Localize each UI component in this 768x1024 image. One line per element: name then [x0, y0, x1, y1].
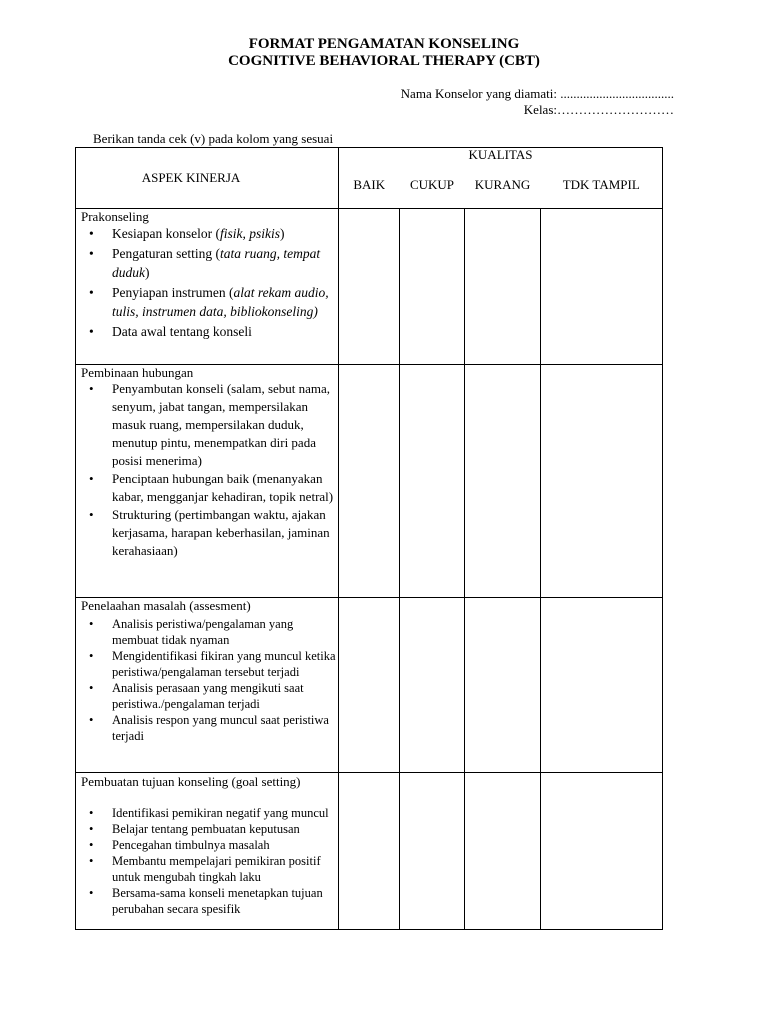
list-item: • Mengidentifikasi fikiran yang muncul ketika peristiwa/pengalaman tersebut terjadi [112, 648, 338, 680]
document-title-line1: FORMAT PENGAMATAN KONSELING [248, 36, 520, 52]
quality-col-cukup: CUKUP [400, 175, 465, 209]
list-item: • Identifikasi pemikiran negatif yang muncul [112, 805, 338, 821]
list-item: • Penyambutan konseli (salam, sebut nama, senyum, jabat tangan, mempersilakan masuk ruang, mempersilakan duduk, menutup pintu, menempatkan diri pada posisi menerima) [112, 380, 338, 470]
section-penelaahan-masalah [76, 598, 339, 773]
table-row [76, 365, 663, 598]
list-item: • Strukturing (pertimbangan waktu, ajakan kerjasama, harapan keberhasilan, jaminan kerahasiaan) [112, 506, 338, 560]
list-item: • Pencegahan timbulnya masalah [112, 837, 338, 853]
check-cell-kurang[interactable] [465, 365, 541, 598]
list-item: • Analisis perasaan yang mengikuti saat peristiwa./pengalaman terjadi [112, 680, 338, 712]
check-cell-cukup[interactable] [400, 773, 465, 930]
check-cell-baik[interactable] [339, 209, 400, 365]
list-item: • Analisis peristiwa/pengalaman yang membuat tidak nyaman [112, 616, 338, 648]
section-prakonseling [76, 209, 339, 365]
check-cell-kurang[interactable] [465, 598, 541, 773]
quality-header: KUALITAS [339, 148, 663, 176]
section-title: Penelaahan masalah (assesment) [81, 598, 251, 613]
counselor-name-field: Nama Konselor yang diamati: ................................... [400, 86, 674, 101]
section-title: Pembuatan tujuan konseling (goal setting) [81, 774, 301, 789]
table-row [76, 773, 663, 930]
instruction-text: Berikan tanda cek (v) pada kolom yang sesuai [93, 131, 334, 146]
list-item: • Penyiapan instrumen (alat rekam audio, tulis, instrumen data, bibliokonseling) [112, 283, 338, 321]
item-list [76, 380, 338, 560]
check-cell-kurang[interactable] [465, 209, 541, 365]
check-cell-tdk-tampil[interactable] [541, 773, 663, 930]
check-cell-tdk-tampil[interactable] [541, 365, 663, 598]
section-pembinaan-hubungan [76, 365, 339, 598]
item-list [76, 616, 338, 744]
check-cell-tdk-tampil[interactable] [541, 209, 663, 365]
quality-col-tdk-tampil: TDK TAMPIL [541, 175, 663, 209]
class-field: Kelas:……………………… [523, 102, 674, 117]
check-cell-baik[interactable] [339, 598, 400, 773]
document-title-line2: COGNITIVE BEHAVIORAL THERAPY (CBT) [228, 53, 540, 69]
table-row [76, 209, 663, 365]
list-item: • Belajar tentang pembuatan keputusan [112, 821, 338, 837]
check-cell-cukup[interactable] [400, 209, 465, 365]
list-item: • Bersama-sama konseli menetapkan tujuan perubahan secara spesifik [112, 885, 338, 917]
aspect-header: ASPEK KINERJA [76, 148, 339, 209]
section-title: Prakonseling [81, 209, 149, 224]
check-cell-cukup[interactable] [400, 598, 465, 773]
check-cell-tdk-tampil[interactable] [541, 598, 663, 773]
item-list [76, 224, 338, 341]
list-item: • Penciptaan hubungan baik (menanyakan kabar, mengganjar kehadiran, topik netral) [112, 470, 338, 506]
observation-table [75, 147, 663, 930]
section-title: Pembinaan hubungan [81, 365, 194, 380]
check-cell-kurang[interactable] [465, 773, 541, 930]
list-item: • Membantu mempelajari pemikiran positif untuk mengubah tingkah laku [112, 853, 338, 885]
table-row [76, 598, 663, 773]
list-item: • Pengaturan setting (tata ruang, tempat duduk) [112, 244, 338, 282]
check-cell-baik[interactable] [339, 365, 400, 598]
list-item: • Data awal tentang konseli [112, 322, 338, 341]
section-goal-setting [76, 773, 339, 930]
check-cell-baik[interactable] [339, 773, 400, 930]
quality-col-baik: BAIK [339, 175, 400, 209]
quality-col-kurang: KURANG [465, 175, 541, 209]
list-item: • Analisis respon yang muncul saat peristiwa terjadi [112, 712, 338, 744]
list-item: • Kesiapan konselor (fisik, psikis) [112, 224, 338, 243]
item-list [76, 805, 338, 917]
check-cell-cukup[interactable] [400, 365, 465, 598]
